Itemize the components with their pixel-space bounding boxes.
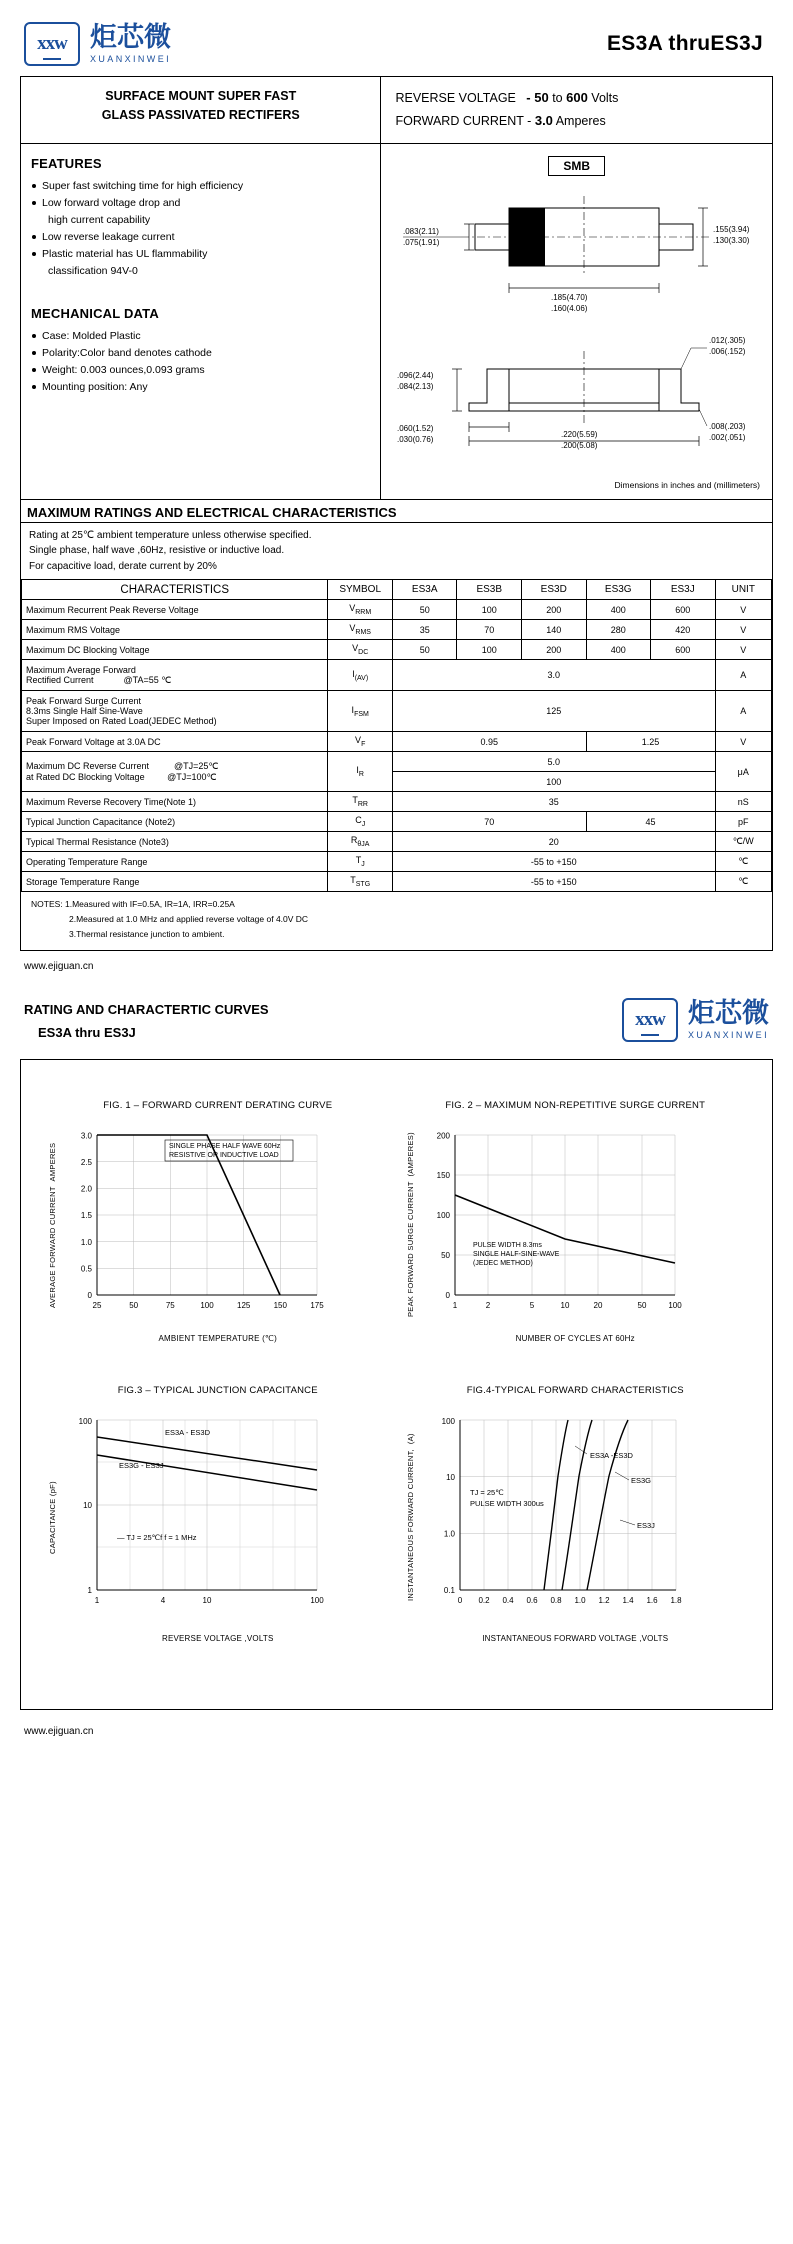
charts-grid — [39, 1084, 754, 1669]
th-es3d: ES3D — [521, 580, 586, 600]
svg-text:1.0: 1.0 — [81, 1237, 93, 1247]
features-and-drawing — [21, 144, 772, 500]
th-es3g: ES3G — [586, 580, 651, 600]
feature-item: Low reverse leakage current — [31, 229, 370, 246]
ratings-condition-line: For capacitive load, derate current by 20% — [29, 560, 217, 572]
row-symbol: $I_{(AV)}$ — [328, 660, 393, 691]
row-desc: Maximum Recurrent Peak Reverse Voltage — [22, 600, 328, 620]
page2-title-block — [24, 998, 269, 1045]
svg-text:20: 20 — [593, 1300, 603, 1310]
svg-text:.160(4.06): .160(4.06) — [551, 303, 588, 313]
page2-title: RATING AND CHARACTERTIC CURVES — [24, 1001, 269, 1017]
svg-text:PULSE WIDTH 300us: PULSE WIDTH 300us — [469, 1498, 544, 1508]
svg-text:150: 150 — [273, 1300, 288, 1310]
row-unit: μA — [715, 752, 771, 792]
chart-fig3 — [39, 1369, 397, 1669]
svg-text:.185(4.70): .185(4.70) — [551, 292, 588, 302]
brand-names — [687, 997, 769, 1040]
row-val: 50 — [392, 640, 457, 660]
row-unit: ℃/W — [715, 832, 771, 852]
svg-text:100: 100 — [200, 1300, 215, 1310]
row-desc: Maximum DC Reverse Current @TJ=25℃ at Rated DC Blocking Voltage @TJ=100℃ — [22, 752, 328, 792]
note-line: 3.Thermal resistance junction to ambient. — [69, 929, 225, 939]
svg-text:100: 100 — [436, 1210, 450, 1220]
row-symbol: $T_{RR}$ — [328, 792, 393, 812]
mechanical-data-title: MECHANICAL DATA — [31, 305, 159, 321]
svg-text:0: 0 — [457, 1595, 463, 1605]
forward-current-unit: Amperes — [555, 113, 606, 128]
svg-text:ES3A -ES3D: ES3A -ES3D — [589, 1450, 633, 1460]
table-row — [22, 732, 772, 752]
svg-text:175: 175 — [310, 1300, 325, 1310]
svg-text:ES3J: ES3J — [636, 1520, 655, 1530]
svg-text:0: 0 — [87, 1290, 93, 1300]
svg-text:2.0: 2.0 — [81, 1184, 93, 1194]
chart-fig2 — [397, 1084, 755, 1369]
row-unit: pF — [715, 812, 771, 832]
row-desc: Typical Thermal Resistance (Note3) — [22, 832, 328, 852]
row-val-split: 0.95 — [392, 732, 586, 752]
row-val-span: 125 — [392, 691, 715, 732]
brand-block — [24, 22, 171, 66]
svg-text:4: 4 — [161, 1595, 166, 1605]
chart-fig1 — [39, 1084, 397, 1369]
svg-text:.084(2.13): .084(2.13) — [397, 381, 434, 391]
svg-text:1.2: 1.2 — [598, 1595, 610, 1605]
row-val-span: 5.0 — [392, 752, 715, 772]
svg-text:100: 100 — [668, 1300, 682, 1310]
svg-text:.030(0.76): .030(0.76) — [397, 434, 434, 444]
mech-item: Weight: 0.003 ounces,0.093 grams — [31, 362, 370, 379]
svg-text:0.6: 0.6 — [526, 1595, 538, 1605]
row-val-span: 3.0 — [392, 660, 715, 691]
svg-text:100: 100 — [79, 1416, 93, 1426]
svg-text:100: 100 — [441, 1416, 455, 1426]
reverse-voltage-line — [395, 87, 764, 110]
row-val: 200 — [521, 640, 586, 660]
chart-plot-wrap — [403, 1125, 749, 1325]
feature-item: high current capability — [48, 213, 151, 226]
table-notes — [21, 892, 772, 950]
row-val: 600 — [651, 640, 716, 660]
chart-title: FIG.4-TYPICAL FORWARD CHARACTERISTICS — [466, 1384, 684, 1396]
brand-pinyin: XUANXINWEI — [687, 1029, 769, 1040]
svg-text:.220(5.59): .220(5.59) — [561, 429, 598, 439]
row-unit: V — [715, 640, 771, 660]
svg-text:1.4: 1.4 — [622, 1595, 634, 1605]
table-row — [22, 812, 772, 832]
svg-text:.006(.152): .006(.152) — [709, 346, 746, 356]
svg-text:.200(5.08): .200(5.08) — [561, 440, 598, 450]
row-val: 400 — [586, 600, 651, 620]
row-val-span: -55 to +150 — [392, 852, 715, 872]
row-symbol: $R_{\theta JA}$ — [328, 832, 393, 852]
datasheet-frame — [20, 76, 773, 951]
features-title: FEATURES — [31, 155, 102, 171]
row-desc: Maximum RMS Voltage — [22, 620, 328, 640]
svg-text:.130(3.30): .130(3.30) — [713, 235, 750, 245]
feature-item: classification 94V-0 — [48, 264, 138, 277]
reverse-voltage-value: - 50 — [526, 90, 549, 105]
svg-text:1: 1 — [95, 1595, 100, 1605]
chart-y-axis-label: CAPACITANCE (pF) — [48, 1480, 57, 1554]
row-unit: A — [715, 660, 771, 691]
row-val: 600 — [651, 600, 716, 620]
chart-plot — [57, 1410, 390, 1625]
row-desc: Peak Forward Surge Current 8.3ms Single Half Sine-Wave Super Imposed on Rated Load(JEDEC Method) — [22, 691, 328, 732]
chart-x-axis-label: AMBIENT TEMPERATURE (℃) — [158, 1333, 277, 1343]
svg-text:50: 50 — [129, 1300, 139, 1310]
svg-text:25: 25 — [92, 1300, 102, 1310]
product-header — [21, 77, 772, 144]
svg-text:1.0: 1.0 — [443, 1529, 455, 1539]
page2-header — [20, 998, 773, 1059]
row-symbol: $V_{RRM}$ — [328, 600, 393, 620]
svg-text:TJ = 25℃: TJ = 25℃ — [469, 1487, 504, 1497]
row-val-split: 45 — [586, 812, 715, 832]
row-desc: Peak Forward Voltage at 3.0A DC — [22, 732, 328, 752]
table-header-row — [22, 580, 772, 600]
svg-text:1.8: 1.8 — [670, 1595, 682, 1605]
svg-text:.002(.051): .002(.051) — [709, 432, 746, 442]
row-desc: Maximum Average Forward Rectified Current @TA=55 ℃ — [22, 660, 328, 691]
table-row — [22, 620, 772, 640]
svg-text:.060(1.52): .060(1.52) — [397, 423, 434, 433]
chart-title: FIG.3 – TYPICAL JUNCTION CAPACITANCE — [117, 1384, 318, 1396]
logo-underline — [43, 58, 61, 60]
svg-text:50: 50 — [637, 1300, 647, 1310]
row-val: 100 — [457, 600, 522, 620]
page2-brand-block — [622, 998, 769, 1042]
row-val: 420 — [651, 620, 716, 640]
ratings-condition-line: Rating at 25℃ ambient temperature unless otherwise specified. — [29, 529, 312, 541]
row-unit: V — [715, 600, 771, 620]
feature-item: Plastic material has UL flammability — [31, 246, 370, 263]
row-desc: Maximum DC Blocking Voltage — [22, 640, 328, 660]
table-row — [22, 600, 772, 620]
th-symbol: SYMBOL — [328, 580, 393, 600]
row-unit: V — [715, 732, 771, 752]
package-label: SMB — [548, 156, 605, 176]
datasheet-page-1 — [0, 0, 793, 972]
mechanical-data-block — [31, 306, 370, 396]
svg-text:RESISTIVE OR INDUCTIVE LOAD: RESISTIVE OR INDUCTIVE LOAD — [169, 1151, 280, 1159]
chart-title: FIG. 2 – MAXIMUM NON-REPETITIVE SURGE CURRENT — [445, 1099, 706, 1111]
svg-text:3.0: 3.0 — [81, 1131, 93, 1141]
chart-y-axis-label: AVERAGE FORWARD CURRENT AMPERES — [48, 1142, 57, 1308]
chart-plot — [415, 1125, 748, 1325]
svg-text:ES3G: ES3G — [630, 1475, 651, 1485]
table-row — [22, 691, 772, 732]
row-symbol: $T_J$ — [328, 852, 393, 872]
svg-text:125: 125 — [237, 1300, 251, 1310]
feature-item: Super fast switching time for high efficiency — [31, 178, 370, 195]
reverse-voltage-unit: Volts — [591, 91, 619, 105]
row-symbol: $V_{RMS}$ — [328, 620, 393, 640]
svg-text:1.6: 1.6 — [646, 1595, 658, 1605]
row-unit: V — [715, 620, 771, 640]
th-es3j: ES3J — [651, 580, 716, 600]
row-unit: nS — [715, 792, 771, 812]
svg-text:1: 1 — [87, 1585, 93, 1595]
forward-current-line — [395, 110, 764, 133]
svg-text:200: 200 — [436, 1131, 450, 1141]
svg-text:0.4: 0.4 — [502, 1595, 514, 1605]
chart-title: FIG. 1 – FORWARD CURRENT DERATING CURVE — [103, 1099, 333, 1111]
svg-text:.075(1.91): .075(1.91) — [403, 237, 440, 247]
row-desc: Operating Temperature Range — [22, 852, 328, 872]
svg-text:.012(.305): .012(.305) — [709, 335, 746, 345]
chart-y-axis-label: INSTANTANEOUS FORWARD CURRENT, (A) — [405, 1433, 415, 1602]
svg-text:0.2: 0.2 — [478, 1595, 490, 1605]
svg-text:2: 2 — [485, 1300, 491, 1310]
svg-text:2.5: 2.5 — [81, 1157, 93, 1167]
row-val: 400 — [586, 640, 651, 660]
page2-website[interactable]: www.ejiguan.cn — [24, 1725, 94, 1737]
mech-item: Mounting position: Any — [31, 379, 370, 396]
row-desc: Storage Temperature Range — [22, 872, 328, 892]
mechanical-data-list — [31, 328, 370, 396]
product-type-line2: GLASS PASSIVATED RECTIFERS — [101, 108, 300, 123]
brand-cn-name: 炬芯微 — [687, 997, 769, 1028]
page2-subtitle: ES3A thru ES3J — [38, 1025, 136, 1041]
row-symbol: $I_{FSM}$ — [328, 691, 393, 732]
note-line: 2.Measured at 1.0 MHz and applied reverse voltage of 4.0V DC — [69, 914, 309, 925]
mech-item: Case: Molded Plastic — [31, 328, 370, 345]
svg-text:.008(.203): .008(.203) — [709, 421, 746, 431]
chart-plot-wrap — [45, 1410, 391, 1625]
svg-text:10: 10 — [83, 1500, 93, 1510]
product-type-line1: SURFACE MOUNT SUPER FAST — [105, 89, 297, 103]
svg-text:0.5: 0.5 — [81, 1264, 93, 1274]
table-row — [22, 832, 772, 852]
chart-plot — [57, 1125, 390, 1325]
th-characteristics: CHARACTERISTICS — [22, 580, 328, 600]
row-val-span: -55 to +150 — [392, 872, 715, 892]
package-top-view-drawing — [391, 176, 781, 331]
row-val: 50 — [392, 600, 457, 620]
svg-text:PULSE WIDTH 8.3ms: PULSE WIDTH 8.3ms — [472, 1241, 542, 1249]
ratings-condition-line: Single phase, half wave ,60Hz, resistive or inductive load. — [29, 545, 285, 557]
dimensions-note: Dimensions in inches and (millimeters) — [614, 479, 760, 490]
row-val-split: 70 — [392, 812, 586, 832]
svg-text:1.0: 1.0 — [574, 1595, 586, 1605]
row-desc: Typical Junction Capacitance (Note2) — [22, 812, 328, 832]
note-line: NOTES: 1.Measured with IF=0.5A, IR=1A, IRR=0.25A — [31, 899, 235, 910]
datasheet-page-2 — [0, 972, 793, 1747]
page-title: ES3A thruES3J — [606, 32, 763, 55]
svg-text:.096(2.44): .096(2.44) — [397, 370, 434, 380]
svg-text:SINGLE HALF-SINE-WAVE: SINGLE HALF-SINE-WAVE — [472, 1250, 560, 1258]
th-es3b: ES3B — [457, 580, 522, 600]
svg-text:10: 10 — [445, 1472, 455, 1482]
logo-text: xxw — [635, 1008, 665, 1030]
logo-text: xxw — [37, 33, 67, 54]
row-symbol: $V_F$ — [328, 732, 393, 752]
brand-pinyin: XUANXINWEI — [90, 54, 172, 64]
page1-website[interactable]: www.ejiguan.cn — [24, 960, 94, 972]
row-val: 200 — [521, 600, 586, 620]
svg-text:10: 10 — [560, 1300, 570, 1310]
svg-text:ES3A - ES3D: ES3A - ES3D — [165, 1427, 211, 1437]
row-val: 280 — [586, 620, 651, 640]
svg-text:10: 10 — [202, 1595, 212, 1605]
mech-item: Polarity:Color band denotes cathode — [31, 345, 370, 362]
forward-current-label: FORWARD CURRENT - — [395, 113, 532, 128]
svg-text:1: 1 — [452, 1300, 458, 1310]
brand-cn-name: 炬芯微 — [90, 22, 171, 52]
row-val: 35 — [392, 620, 457, 640]
logo-underline — [641, 1034, 659, 1036]
product-type-block — [21, 77, 381, 143]
svg-text:(JEDEC METHOD): (JEDEC METHOD) — [472, 1259, 533, 1267]
features-list — [31, 178, 370, 280]
chart-x-axis-label: NUMBER OF CYCLES AT 60Hz — [515, 1333, 635, 1343]
table-row — [22, 872, 772, 892]
chart-plot-wrap — [45, 1125, 391, 1325]
ratings-section-title: MAXIMUM RATINGS AND ELECTRICAL CHARACTERISTICS — [21, 500, 772, 523]
brand-names — [90, 24, 171, 64]
svg-text:75: 75 — [166, 1300, 176, 1310]
chart-plot-wrap — [403, 1410, 749, 1625]
row-val: 100 — [457, 640, 522, 660]
features-column — [21, 144, 381, 499]
row-val-span: 100 — [392, 772, 715, 792]
row-symbol: $T_{STG}$ — [328, 872, 393, 892]
svg-text:1.5: 1.5 — [81, 1210, 93, 1220]
table-row — [22, 660, 772, 691]
row-unit: A — [715, 691, 771, 732]
row-symbol: $V_{DC}$ — [328, 640, 393, 660]
svg-text:SINGLE PHASE HALF WAVE 60Hz: SINGLE PHASE HALF WAVE 60Hz — [169, 1142, 281, 1150]
chart-y-axis-label: PEAK FORWARD SURGE CURRENT (AMPERES) — [405, 1132, 415, 1318]
svg-text:5: 5 — [529, 1300, 535, 1310]
reverse-voltage-label: REVERSE VOLTAGE — [395, 91, 516, 105]
table-row — [22, 852, 772, 872]
row-val-span: 35 — [392, 792, 715, 812]
package-side-view-drawing — [391, 331, 781, 476]
row-val: 70 — [457, 620, 522, 640]
chart-fig4 — [397, 1369, 755, 1669]
product-ratings-block — [381, 77, 772, 143]
row-val-split: 1.25 — [586, 732, 715, 752]
svg-text:ES3G - ES3J: ES3G - ES3J — [119, 1460, 164, 1470]
svg-text:— TJ = 25℃f f = 1 MHz: — TJ = 25℃f f = 1 MHz — [117, 1532, 197, 1542]
row-symbol: $I_R$ — [328, 752, 393, 792]
reverse-voltage-max: 600 — [566, 90, 588, 105]
svg-text:150: 150 — [436, 1170, 450, 1180]
table-row — [22, 792, 772, 812]
reverse-voltage-to: to — [552, 91, 563, 105]
curves-frame — [20, 1059, 773, 1710]
th-es3a: ES3A — [392, 580, 457, 600]
svg-text:0.1: 0.1 — [443, 1585, 455, 1595]
row-val-span: 20 — [392, 832, 715, 852]
table-row — [22, 752, 772, 772]
page1-brand-row — [20, 18, 773, 76]
row-desc: Maximum Reverse Recovery Time(Note 1) — [22, 792, 328, 812]
svg-text:50: 50 — [440, 1250, 450, 1260]
row-symbol: $C_J$ — [328, 812, 393, 832]
row-val: 140 — [521, 620, 586, 640]
ratings-conditions — [21, 523, 772, 580]
chart-plot — [415, 1410, 748, 1625]
svg-text:0.8: 0.8 — [550, 1595, 562, 1605]
th-unit: UNIT — [715, 580, 771, 600]
characteristics-table — [21, 579, 772, 892]
company-logo-icon — [24, 22, 80, 66]
svg-text:100: 100 — [310, 1595, 325, 1605]
chart-x-axis-label: INSTANTANEOUS FORWARD VOLTAGE ,VOLTS — [482, 1633, 669, 1643]
svg-text:.083(2.11): .083(2.11) — [403, 226, 440, 236]
chart-x-axis-label: REVERSE VOLTAGE ,VOLTS — [161, 1633, 274, 1643]
row-unit: ℃ — [715, 872, 771, 892]
row-unit: ℃ — [715, 852, 771, 872]
svg-text:.155(3.94): .155(3.94) — [713, 224, 750, 234]
company-logo-icon — [622, 998, 678, 1042]
svg-text:0: 0 — [445, 1290, 450, 1300]
feature-item: Low forward voltage drop and — [31, 195, 370, 212]
package-drawing-column — [381, 144, 772, 499]
forward-current-value: 3.0 — [534, 112, 553, 128]
table-row — [22, 640, 772, 660]
